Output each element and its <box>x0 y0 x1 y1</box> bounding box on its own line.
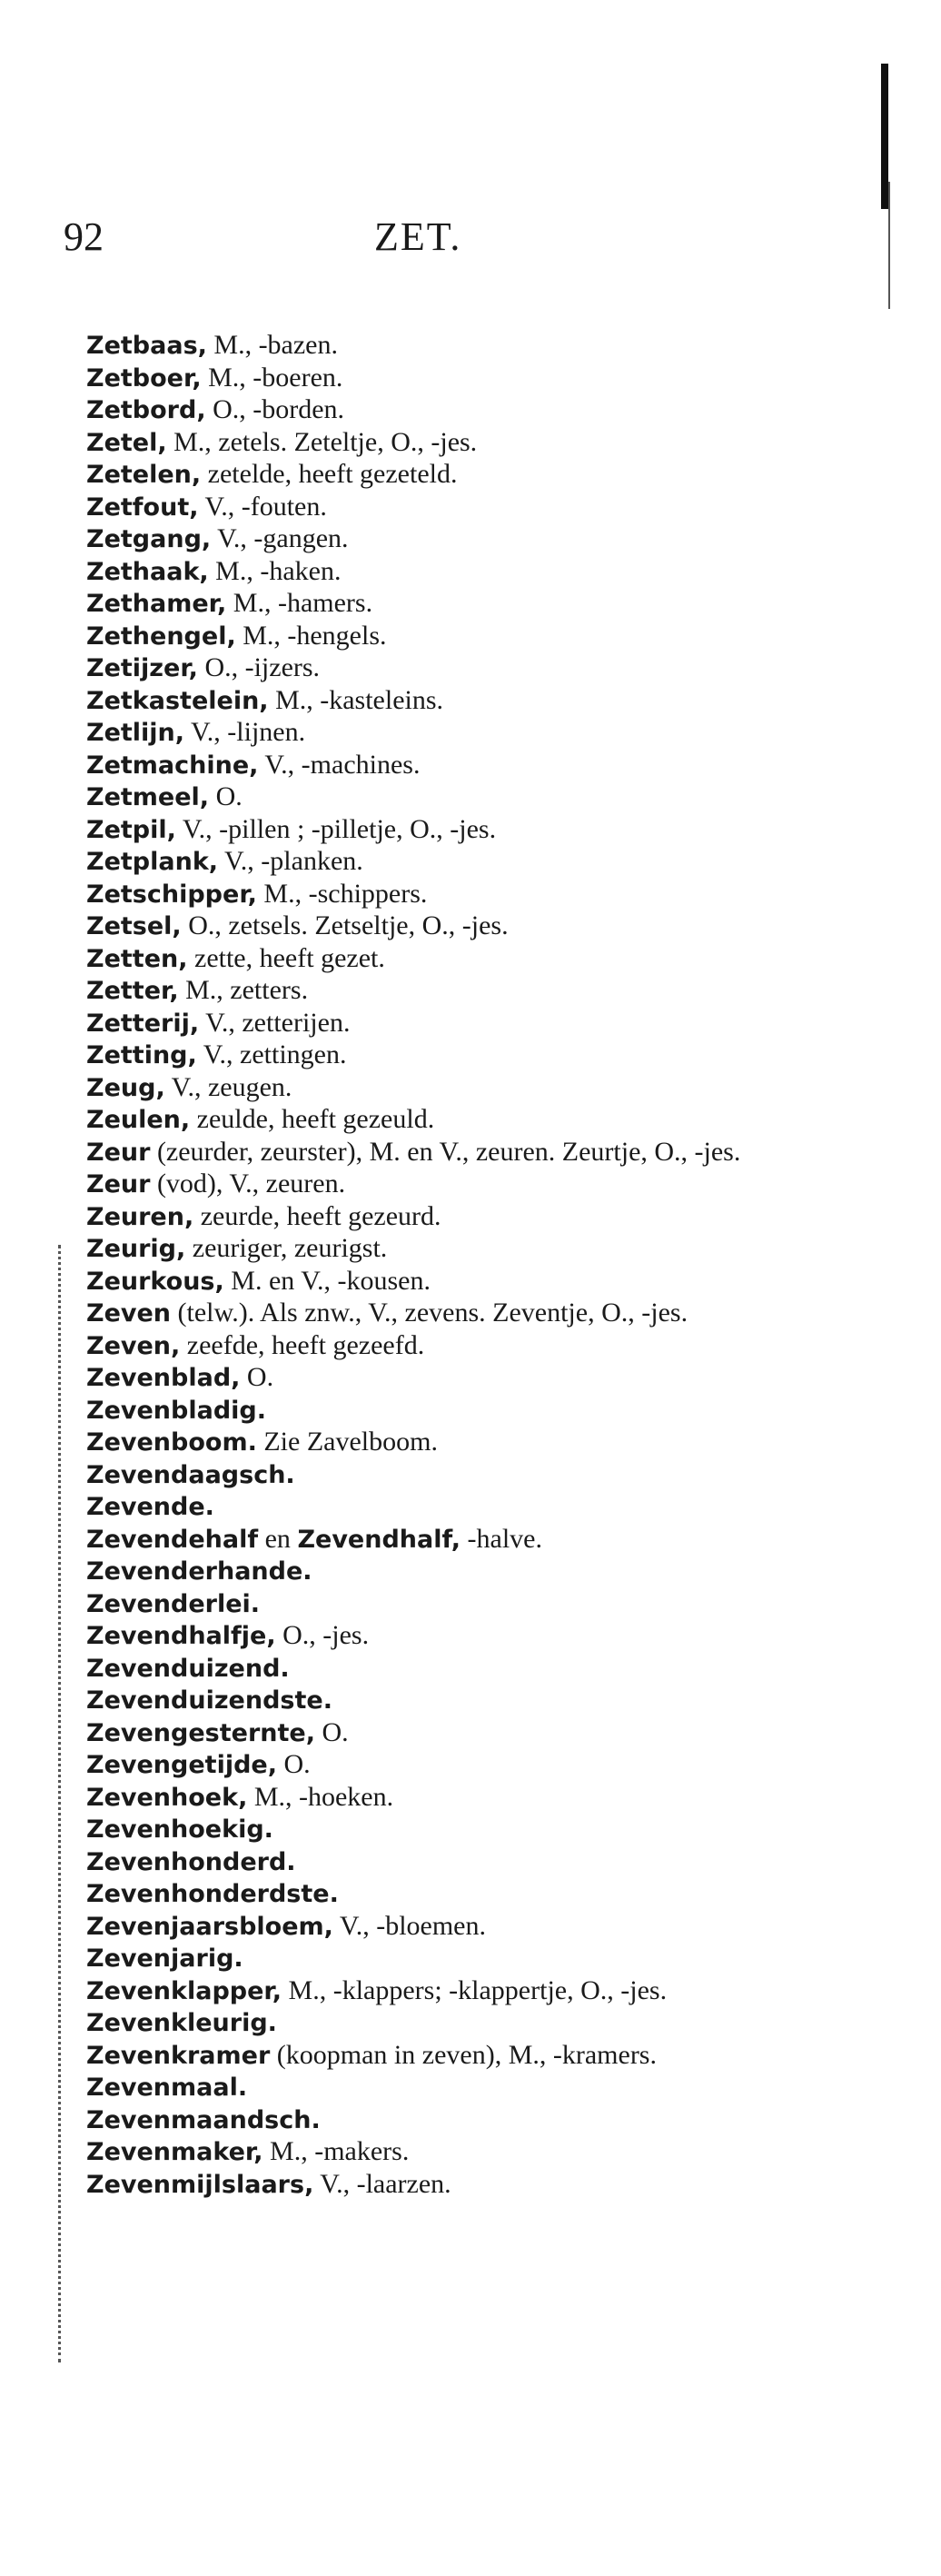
entry-definition: V., -pillen ; -pilletje, O., -jes. <box>175 813 497 844</box>
entry-definition: (telw.). Als znw., V., zevens. Zeventje, O., -jes. <box>171 1298 688 1328</box>
dictionary-entry <box>86 1620 745 1653</box>
dictionary-entry <box>86 1878 745 1911</box>
entry-definition: V., -planken. <box>218 846 363 876</box>
dictionary-entry <box>86 330 745 363</box>
entry-headword: Zevenmaandsch. <box>86 2105 321 2134</box>
entry-headword: Zevendehalf <box>86 1525 259 1554</box>
entry-headword: Zevenmijlslaars, <box>86 2170 314 2199</box>
entry-definition: V., -gangen. <box>211 523 349 553</box>
entry-definition: M., -haken. <box>208 555 342 586</box>
dictionary-entry <box>86 459 745 492</box>
entry-headword: Zeurkous, <box>86 1267 224 1296</box>
entry-headword: Zetfout, <box>86 492 199 522</box>
page-header <box>0 214 941 268</box>
dictionary-entry <box>86 846 745 879</box>
entry-definition: zette, heeft gezet. <box>187 942 385 973</box>
entry-definition: zeulde, heeft gezeuld. <box>190 1104 435 1134</box>
entry-definition: O., -jes. <box>275 1620 370 1650</box>
entry-definition: O., -borden. <box>205 394 345 424</box>
entry-definition: zeuriger, zeurigst. <box>185 1233 388 1263</box>
entry-definition: V., -bloemen. <box>332 1910 486 1941</box>
entry-headword: Zetmachine, <box>86 751 259 780</box>
entry-headword: Zetkastelein, <box>86 686 269 715</box>
entry-definition: V., -machines. <box>258 749 421 780</box>
entry-definition: O. <box>209 781 243 811</box>
entry-definition: M., -klappers; -klappertje, O., -jes. <box>282 1974 668 2005</box>
entry-headword: Zetschipper, <box>86 880 257 909</box>
entry-definition: (koopman in zeven), M., -kramers. <box>270 2039 657 2070</box>
entry-headword: Zevendaagsch. <box>86 1460 295 1489</box>
entry-headword: Zevenmaal. <box>86 2074 248 2102</box>
entry-headword: Zevenhoekig. <box>86 1815 273 1844</box>
entry-definition: O., -ijzers. <box>197 652 321 682</box>
entry-headword: Zeven, <box>86 1331 181 1360</box>
entry-headword: Zetbord, <box>86 396 206 424</box>
dictionary-entry <box>86 1556 745 1588</box>
entry-definition: V., zetterijen. <box>199 1007 351 1038</box>
dictionary-entry <box>86 2136 745 2169</box>
entry-definition: M., -makers. <box>262 2136 410 2166</box>
entry-headword: Zevenboom. <box>86 1428 257 1457</box>
dictionary-entry <box>86 1943 745 1975</box>
entry-definition: V., zeugen. <box>164 1071 292 1102</box>
entry-headword: Zetelen, <box>86 461 202 489</box>
entry-definition: V., zettingen. <box>196 1039 347 1069</box>
entry-headword: Zetel, <box>86 428 167 457</box>
entry-headword: Zevenmaker, <box>86 2138 263 2166</box>
dictionary-entry <box>86 621 745 653</box>
dictionary-entry <box>86 975 745 1008</box>
dictionary-entry <box>86 910 745 943</box>
entry-definition: M., -kasteleins. <box>268 684 444 715</box>
entry-definition: V., -fouten. <box>198 491 327 522</box>
entry-headword: Zetpil, <box>86 815 176 844</box>
entry-headword: Zetijzer, <box>86 654 198 682</box>
entry-headword: Zevenblad, <box>86 1364 241 1392</box>
dictionary-entry <box>86 1330 745 1363</box>
entry-headword: Zetboer, <box>86 363 202 393</box>
entry-definition: M. en V., -kousen. <box>223 1265 431 1296</box>
dictionary-entry <box>86 1782 745 1815</box>
entry-headword: Zethengel, <box>86 622 236 651</box>
dictionary-entry <box>86 717 745 750</box>
entry-definition: Zie Zavelboom. <box>256 1427 438 1457</box>
dictionary-entry <box>86 363 745 395</box>
entry-headword: Zevendhalfje, <box>86 1622 276 1650</box>
entry-headword: Zevenhonderd. <box>86 1847 296 1876</box>
entry-definition: zetelde, heeft gezeteld. <box>201 459 458 489</box>
entry-definition: M., -bazen. <box>206 330 339 360</box>
entry-headword: Zevende. <box>86 1493 214 1521</box>
entry-headword: Zetsel, <box>86 912 182 940</box>
entry-definition: M., -hengels. <box>235 620 387 651</box>
entry-headword: Zethamer, <box>86 590 227 618</box>
entry-headword: Zetlijn, <box>86 719 185 747</box>
entry-definition: en <box>258 1523 298 1554</box>
dictionary-entry <box>86 492 745 524</box>
dictionary-entry <box>86 2007 745 2040</box>
entry-headword: Zetterij, <box>86 1009 200 1038</box>
dictionary-entry <box>86 1233 745 1266</box>
dictionary-entry <box>86 879 745 911</box>
entry-headword: Zeuren, <box>86 1202 194 1231</box>
page-number: 92 <box>64 214 104 259</box>
dictionary-entry <box>86 652 745 685</box>
entry-definition: -halve. <box>461 1523 542 1554</box>
dictionary-entry <box>86 1524 745 1557</box>
entry-headword: Zetgang, <box>86 525 212 553</box>
entry-headword: Zetplank, <box>86 848 219 876</box>
dictionary-entry <box>86 685 745 718</box>
entry-headword: Zevenbladig. <box>86 1396 266 1425</box>
entry-definition: V., -laarzen. <box>313 2168 451 2199</box>
entry-headword: Zevengesternte, <box>86 1718 315 1747</box>
dictionary-entry <box>86 1362 745 1395</box>
dictionary-entry <box>86 814 745 847</box>
entry-definition: (zeurder, zeurster), M. en V., zeuren. Zeurtje, O., -jes. <box>150 1136 741 1167</box>
running-head: ZET. <box>374 214 462 259</box>
dictionary-entry <box>86 427 745 460</box>
dictionary-entry <box>86 1717 745 1750</box>
dictionary-entry <box>86 1395 745 1427</box>
entry-definition: V., -lijnen. <box>184 717 306 747</box>
entry-headword: Zetmeel, <box>86 783 210 811</box>
dictionary-entry <box>86 1008 745 1040</box>
entry-headword: Zevenduizend. <box>86 1654 290 1683</box>
entry-definition: M., -hoeken. <box>247 1781 394 1812</box>
dictionary-entry <box>86 1459 745 1492</box>
dictionary-entry <box>86 1491 745 1524</box>
dictionary-entry <box>86 750 745 782</box>
entry-headword: Zeven <box>86 1299 172 1328</box>
entry-headword: Zeur <box>86 1170 151 1198</box>
dictionary-entry <box>86 394 745 427</box>
dictionary-entry <box>86 2104 745 2137</box>
dictionary-entry <box>86 1137 745 1169</box>
page-edge-mark <box>881 64 888 209</box>
entry-headword: Zevenkramer <box>86 2041 271 2070</box>
entry-definition: M., -hamers. <box>226 588 373 618</box>
entry-headword: Zevenkleurig. <box>86 2009 277 2037</box>
entry-headword: Zevenderlei. <box>86 1589 261 1618</box>
dictionary-entry <box>86 1266 745 1298</box>
dictionary-entry <box>86 1749 745 1782</box>
dictionary-entry <box>86 1072 745 1105</box>
entry-headword: Zetting, <box>86 1041 197 1069</box>
dictionary-entry <box>86 1104 745 1137</box>
dictionary-entry <box>86 2040 745 2073</box>
entry-headword-variant: Zevendhalf, <box>297 1525 461 1554</box>
dictionary-entry <box>86 588 745 621</box>
entry-headword: Zeulen, <box>86 1106 191 1134</box>
dictionary-entry <box>86 1685 745 1717</box>
dictionary-entry <box>86 1846 745 1879</box>
dictionary-entry <box>86 1039 745 1072</box>
entry-definition: M., zetters. <box>178 975 309 1005</box>
dictionary-entry <box>86 1298 745 1330</box>
entry-definition: O. <box>276 1749 311 1779</box>
entry-definition: (vod), V., zeuren. <box>150 1169 346 1198</box>
entry-definition: O. <box>240 1362 274 1392</box>
entry-definition: M., -schippers. <box>256 878 428 909</box>
dictionary-entry-list <box>86 330 745 2201</box>
entry-headword: Zevengetijde, <box>86 1751 277 1779</box>
dictionary-entry <box>86 1169 745 1201</box>
dictionary-entry <box>86 1975 745 2008</box>
entry-headword: Zevenjarig. <box>86 1944 243 1973</box>
entry-headword: Zethaak, <box>86 557 209 586</box>
dictionary-entry <box>86 1653 745 1686</box>
entry-headword: Zeur <box>86 1138 151 1167</box>
entry-headword: Zeug, <box>86 1073 165 1102</box>
dictionary-entry <box>86 943 745 976</box>
entry-definition: M., -boeren. <box>201 362 343 393</box>
dictionary-entry <box>86 2072 745 2104</box>
dictionary-entry <box>86 781 745 814</box>
dictionary-entry <box>86 1588 745 1621</box>
entry-headword: Zetter, <box>86 977 179 1005</box>
entry-headword: Zevenklapper, <box>86 1976 282 2005</box>
dictionary-entry <box>86 1814 745 1846</box>
entry-definition: zeefde, heeft gezeefd. <box>180 1329 425 1360</box>
entry-headword: Zevenhonderdste. <box>86 1880 339 1908</box>
dictionary-entry <box>86 1911 745 1944</box>
entry-headword: Zevenjaarsbloem, <box>86 1912 333 1941</box>
entry-headword: Zevenderhande. <box>86 1557 312 1586</box>
entry-definition: zeurde, heeft gezeurd. <box>193 1200 441 1231</box>
dictionary-entry <box>86 1427 745 1459</box>
entry-definition: O. <box>314 1716 349 1747</box>
entry-headword: Zeurig, <box>86 1235 186 1263</box>
entry-headword: Zevenhoek, <box>86 1783 248 1812</box>
entry-definition: M., zetels. Zeteltje, O., -jes. <box>166 426 478 457</box>
dictionary-entry <box>86 523 745 556</box>
margin-speckles <box>58 1245 64 2362</box>
entry-headword: Zevenduizendste. <box>86 1686 332 1715</box>
dictionary-entry <box>86 1201 745 1234</box>
entry-definition: O., zetsels. Zetseltje, O., -jes. <box>181 910 509 940</box>
dictionary-entry <box>86 2169 745 2202</box>
dictionary-entry <box>86 556 745 589</box>
entry-headword: Zetbaas, <box>86 332 207 360</box>
entry-headword: Zetten, <box>86 944 188 973</box>
